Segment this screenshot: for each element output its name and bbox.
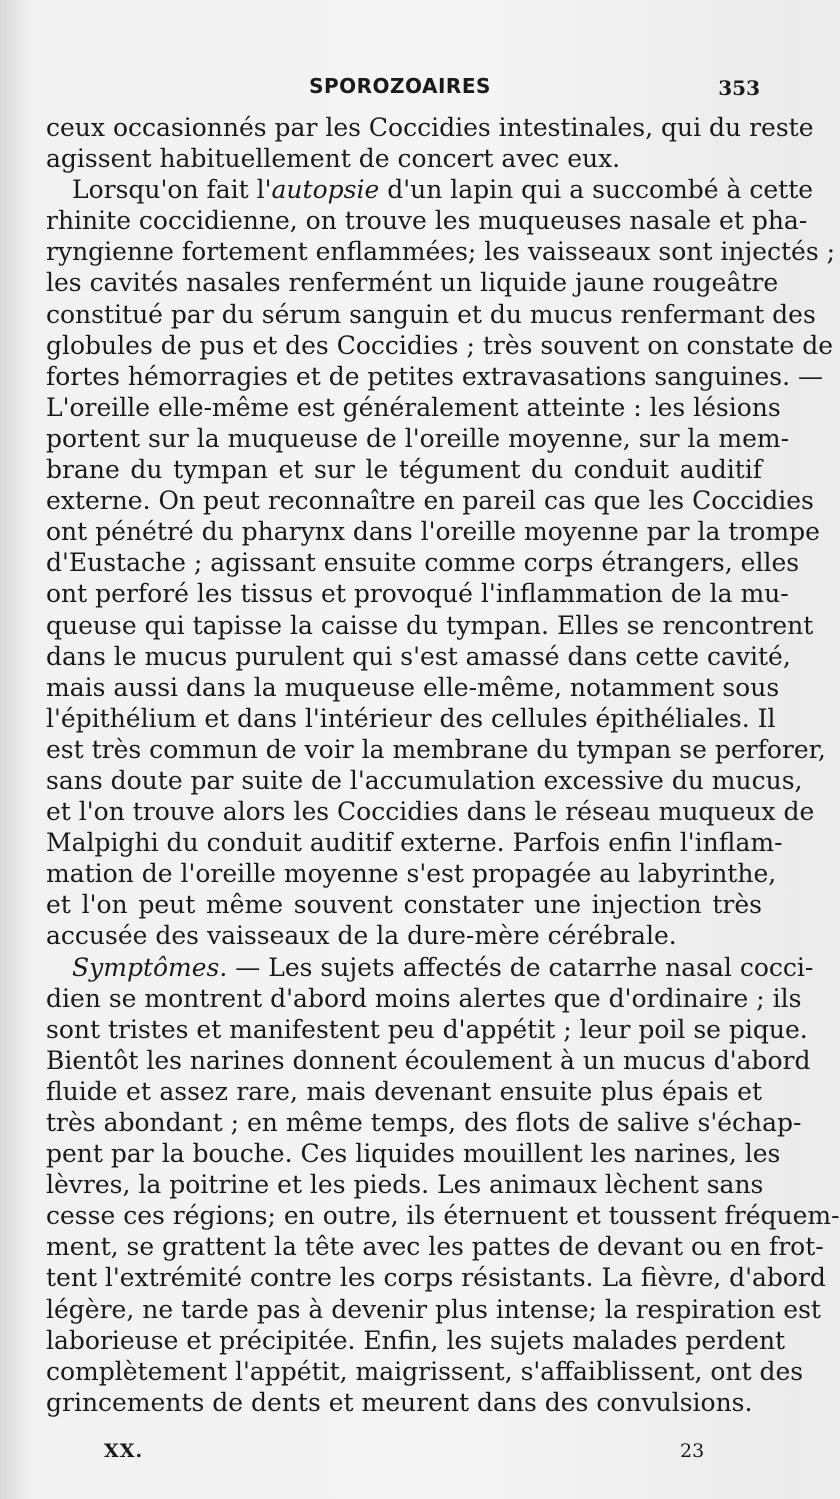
text-line: ont perforé les tissus et provoqué l'inflammation de la mu-: [46, 579, 789, 609]
text-line: accusée des vaisseaux de la dure-mère cérébrale.: [46, 921, 677, 951]
text-line: ryngienne fortement enflammées; les vaisseaux sont injectés ;: [46, 237, 836, 267]
text-line: mation de l'oreille moyenne s'est propagée au labyrinthe,: [46, 859, 777, 889]
text-line: tent l'extrémité contre les corps résistants. La fièvre, d'abord: [46, 1263, 826, 1293]
text-line: globules de pus et des Coccidies ; très souvent on constate de: [46, 330, 834, 360]
signature-mark: XX.: [104, 1440, 144, 1462]
page-number: 353: [718, 76, 760, 100]
text-span: — Les sujets affectés de catarrhe nasal cocci-: [227, 952, 814, 982]
running-head: [0, 70, 800, 104]
text-line: très abondant ; en même temps, des flots de salive s'échap-: [46, 1108, 802, 1137]
text-line: sont tristes et manifestent peu d'appétit ; leur poil se pique.: [46, 1014, 808, 1044]
text-span: Lorsqu'on fait l': [72, 175, 272, 205]
text-line: agissent habituellement de concert avec eux.: [46, 144, 621, 174]
text-line: [46, 174, 814, 205]
running-title: SPOROZOAIRES: [309, 74, 491, 98]
text-line: est très commun de voir la membrane du tympan se perforer,: [46, 734, 826, 764]
text-line: lèvres, la poitrine et les pieds. Les animaux lèchent sans: [46, 1170, 764, 1200]
text-line: Bientôt les narines donnent écoulement à un mucus d'abord: [46, 1045, 811, 1075]
text-line: complètement l'appétit, maigrissent, s'affaiblissent, ont des: [46, 1356, 804, 1386]
text-line: externe. On peut reconnaître en pareil cas que les Coccidies: [46, 486, 814, 516]
text-span: d'un lapin qui a succombé à cette: [379, 175, 814, 205]
text-line: fortes hémorragies et de petites extravasations sanguines. —: [46, 361, 823, 391]
text-line: Malpighi du conduit auditif externe. Parfois enfin l'inflam-: [46, 828, 783, 858]
text-line: portent sur la muqueuse de l'oreille moyenne, sur la mem-: [46, 423, 790, 453]
text-line: ceux occasionnés par les Coccidies intestinales, qui du reste: [46, 113, 814, 142]
text-line: pent par la bouche. Ces liquides mouillent les narines, les: [46, 1139, 781, 1169]
text-line: et l'on peut même souvent constater une injection très: [46, 890, 762, 920]
italic-term: autopsie: [271, 175, 380, 205]
text-line: laborieuse et précipitée. Enfin, les sujets malades perdent: [46, 1325, 786, 1355]
text-line: dans le mucus purulent qui s'est amassé dans cette cavité,: [46, 641, 791, 671]
body-text: [46, 112, 840, 1418]
text-line: constitué par du sérum sanguin et du mucus renfermant des: [46, 299, 816, 329]
text-line: sans doute par suite de l'accumulation excessive du mucus,: [46, 765, 803, 795]
text-line: l'épithélium et dans l'intérieur des cellules épithéliales. Il: [46, 703, 776, 733]
sheet-number: 23: [680, 1440, 705, 1462]
text-line: queuse qui tapisse la caisse du tympan. Elles se rencontrent: [46, 610, 814, 640]
text-line: les cavités nasales renfermént un liquide jaune rougeâtre: [46, 268, 779, 298]
text-line: et l'on trouve alors les Coccidies dans le réseau muqueux de: [46, 797, 815, 827]
text-line: L'oreille elle-même est généralement atteinte : les lésions: [46, 392, 781, 422]
text-line: ment, se grattent la tête avec les pattes de devant ou en frot-: [46, 1232, 824, 1262]
text-line: brane du tympan et sur le tégument du conduit auditif: [46, 455, 762, 485]
text-line: [46, 952, 814, 983]
text-line: légère, ne tarde pas à devenir plus intense; la respiration est: [46, 1294, 821, 1324]
text-line: cesse ces régions; en outre, ils éternuent et toussent fréquem-: [46, 1201, 840, 1231]
page-footer: [0, 1436, 800, 1466]
text-line: d'Eustache ; agissant ensuite comme corps étrangers, elles: [46, 548, 800, 578]
text-line: mais aussi dans la muqueuse elle-même, notamment sous: [46, 672, 780, 702]
section-heading: Symptômes.: [72, 952, 228, 982]
text-line: dien se montrent d'abord moins alertes que d'ordinaire ; ils: [46, 983, 802, 1013]
text-line: grincements de dents et meurent dans des convulsions.: [46, 1387, 753, 1417]
text-line: fluide et assez rare, mais devenant ensuite plus épais et: [46, 1076, 762, 1106]
text-line: ont pénétré du pharynx dans l'oreille moyenne par la trompe: [46, 517, 820, 547]
text-line: rhinite coccidienne, on trouve les muqueuses nasale et pha-: [46, 206, 808, 236]
